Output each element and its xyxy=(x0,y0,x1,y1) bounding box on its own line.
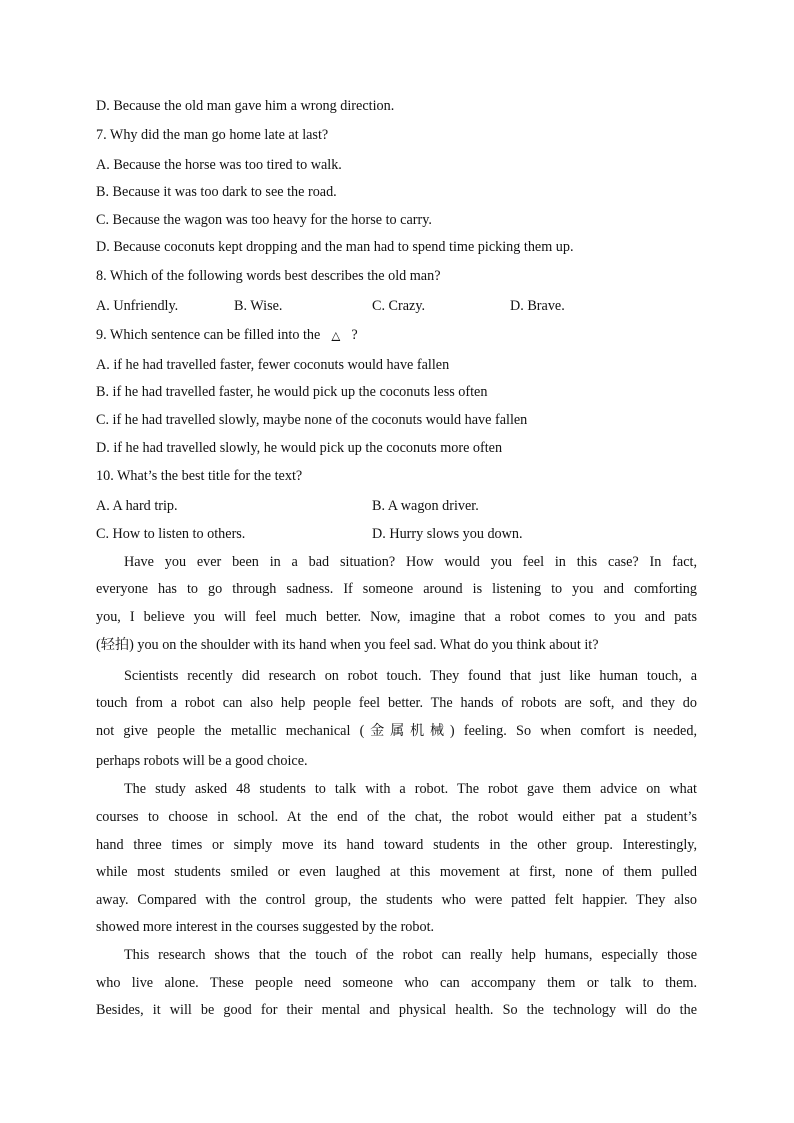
q9-question-text: 9. Which sentence can be filled into the xyxy=(96,327,324,343)
passage-p2-line: not give people the metallic mechanical (金属机械) feeling. So when comfort is needed, xyxy=(96,723,697,739)
q7-option-b: B. Because it was too dark to see the road. xyxy=(96,184,337,200)
passage-p2-line: perhaps robots will be a good choice. xyxy=(96,753,308,769)
q7-question: 7. Why did the man go home late at last? xyxy=(96,127,329,143)
passage-p3-line: The study asked 48 students to talk with a robot. The robot gave them advice on what xyxy=(124,781,697,797)
passage-p1-line: everyone has to go through sadness. If someone around is listening to you and comforting xyxy=(96,581,697,597)
q9-question xyxy=(96,326,358,345)
q7-option-d: D. Because coconuts kept dropping and the man had to spend time picking them up. xyxy=(96,239,574,255)
q9-option-d: D. if he had travelled slowly, he would pick up the coconuts more often xyxy=(96,440,503,456)
q10-option-c: C. How to listen to others. xyxy=(96,526,246,542)
passage-p3-line: hand three times or simply move its hand toward students in the other group. Interestingly, xyxy=(96,837,697,853)
passage-p1-line: (轻拍) you on the shoulder with its hand when you feel sad. What do you think about it? xyxy=(96,637,599,653)
q7-option-c: C. Because the wagon was too heavy for the horse to carry. xyxy=(96,212,432,228)
passage-p1-line: you, I believe you will feel much better. Now, imagine that a robot comes to you and pats xyxy=(96,609,697,625)
q10-option-b: B. A wagon driver. xyxy=(372,498,479,514)
q9-option-b: B. if he had travelled faster, he would pick up the coconuts less often xyxy=(96,384,488,400)
passage-p4-line: This research shows that the touch of the robot can really help humans, especially those xyxy=(124,947,697,963)
passage-p3-line: while most students smiled or even laughed at this movement at first, none of them pulled xyxy=(96,864,697,880)
blank-triangle-icon: △ xyxy=(331,329,341,342)
passage-p3-line: away. Compared with the control group, the students who were patted felt happier. They also xyxy=(96,892,697,908)
q10-question: 10. What’s the best title for the text? xyxy=(96,468,303,484)
q6-option-d: D. Because the old man gave him a wrong direction. xyxy=(96,98,395,114)
q8-question: 8. Which of the following words best describes the old man? xyxy=(96,268,441,284)
q8-option-a: A. Unfriendly. xyxy=(96,298,179,314)
q8-option-c: C. Crazy. xyxy=(372,298,426,314)
passage-p3-line: courses to choose in school. At the end of the chat, the robot would either pat a student’s xyxy=(96,809,697,825)
passage-p2-line: touch from a robot can also help people feel better. The hands of robots are soft, and they do xyxy=(96,695,697,711)
q10-option-a: A. A hard trip. xyxy=(96,498,178,514)
passage-p2-line: Scientists recently did research on robot touch. They found that just like human touch, a xyxy=(124,668,697,684)
q10-option-d: D. Hurry slows you down. xyxy=(372,526,523,542)
q9-option-c: C. if he had travelled slowly, maybe none of the coconuts would have fallen xyxy=(96,412,528,428)
q8-option-b: B. Wise. xyxy=(234,298,283,314)
passage-p4-line: Besides, it will be good for their mental and physical health. So the technology will do the xyxy=(96,1002,697,1018)
passage-p1-line: Have you ever been in a bad situation? How would you feel in this case? In fact, xyxy=(124,554,697,570)
q8-option-d: D. Brave. xyxy=(510,298,565,314)
passage-p4-line: who live alone. These people need someone who can accompany them or talk to them. xyxy=(96,975,697,991)
q9-option-a: A. if he had travelled faster, fewer coconuts would have fallen xyxy=(96,357,450,373)
passage-p3-line: showed more interest in the courses suggested by the robot. xyxy=(96,919,435,935)
q9-question-end: ? xyxy=(347,327,358,343)
q7-option-a: A. Because the horse was too tired to walk. xyxy=(96,157,342,173)
